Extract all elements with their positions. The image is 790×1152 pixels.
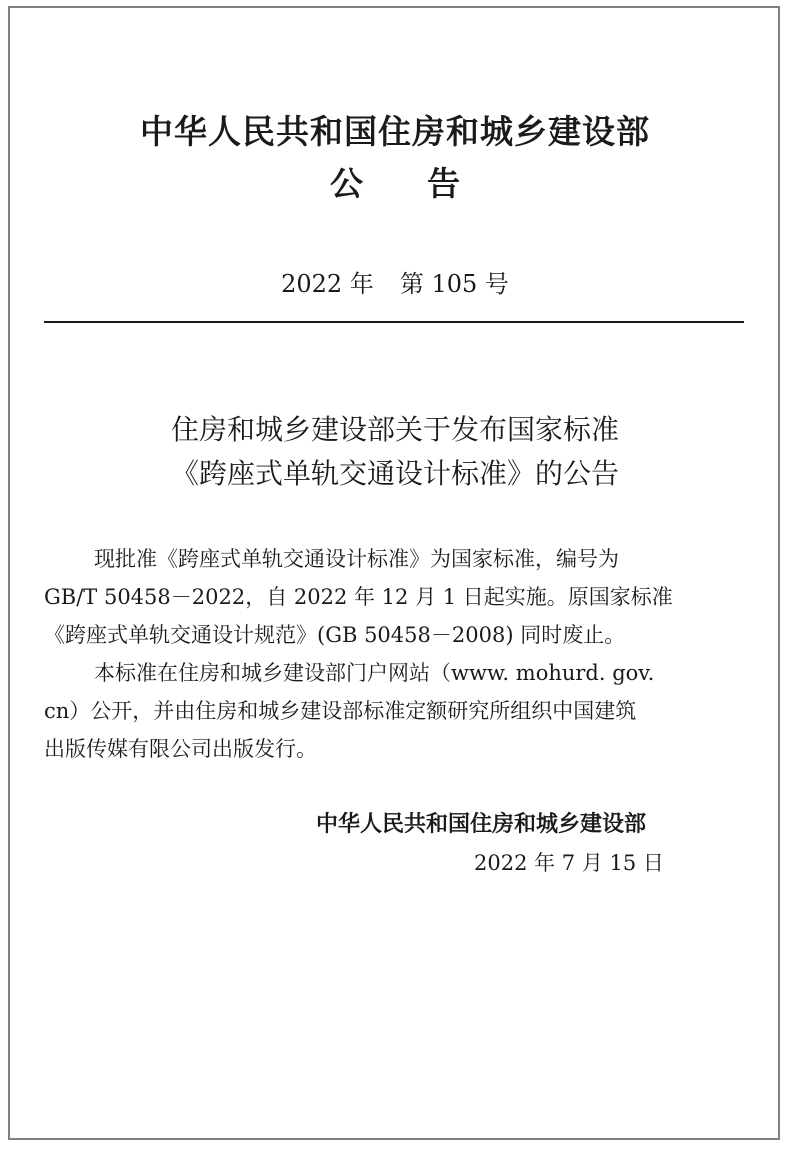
subject-line-1: 住房和城乡建设部关于发布国家标准 [170, 413, 619, 446]
body-paragraph-1 [44, 540, 746, 654]
body-line: 出版传媒有限公司出版发行。 [44, 737, 317, 761]
document-type-left: 公 [330, 164, 363, 203]
body-line: 本标准在住房和城乡建设部门户网站（www. mohurd. gov. [94, 661, 655, 685]
announcement-body [44, 540, 746, 768]
announcement-subject [0, 408, 790, 496]
body-paragraph-2 [44, 654, 746, 768]
body-line: 现批准《跨座式单轨交通设计标准》为国家标准，编号为 [94, 547, 619, 571]
signatory: 中华人民共和国住房和城乡建设部 [316, 812, 647, 837]
document-type [0, 162, 790, 206]
subject-line-2: 《跨座式单轨交通设计标准》的公告 [170, 457, 619, 490]
body-line: 《跨座式单轨交通设计规范》(GB 50458－2008) 同时废止。 [44, 623, 626, 647]
body-line: GB/T 50458－2022，自 2022 年 12 月 1 日起实施。原国家标准 [44, 585, 673, 609]
document-type-right: 告 [427, 164, 460, 203]
signing-date: 2022 年 7 月 15 日 [474, 851, 664, 875]
header-divider [44, 321, 744, 323]
announcement-number [0, 266, 790, 302]
announcement-serial: 第 105 号 [399, 270, 509, 298]
announcement-year: 2022 年 [281, 270, 374, 298]
issuer-title: 中华人民共和国住房和城乡建设部 [140, 112, 650, 151]
body-line: cn）公开，并由住房和城乡建设部标准定额研究所组织中国建筑 [44, 699, 637, 723]
